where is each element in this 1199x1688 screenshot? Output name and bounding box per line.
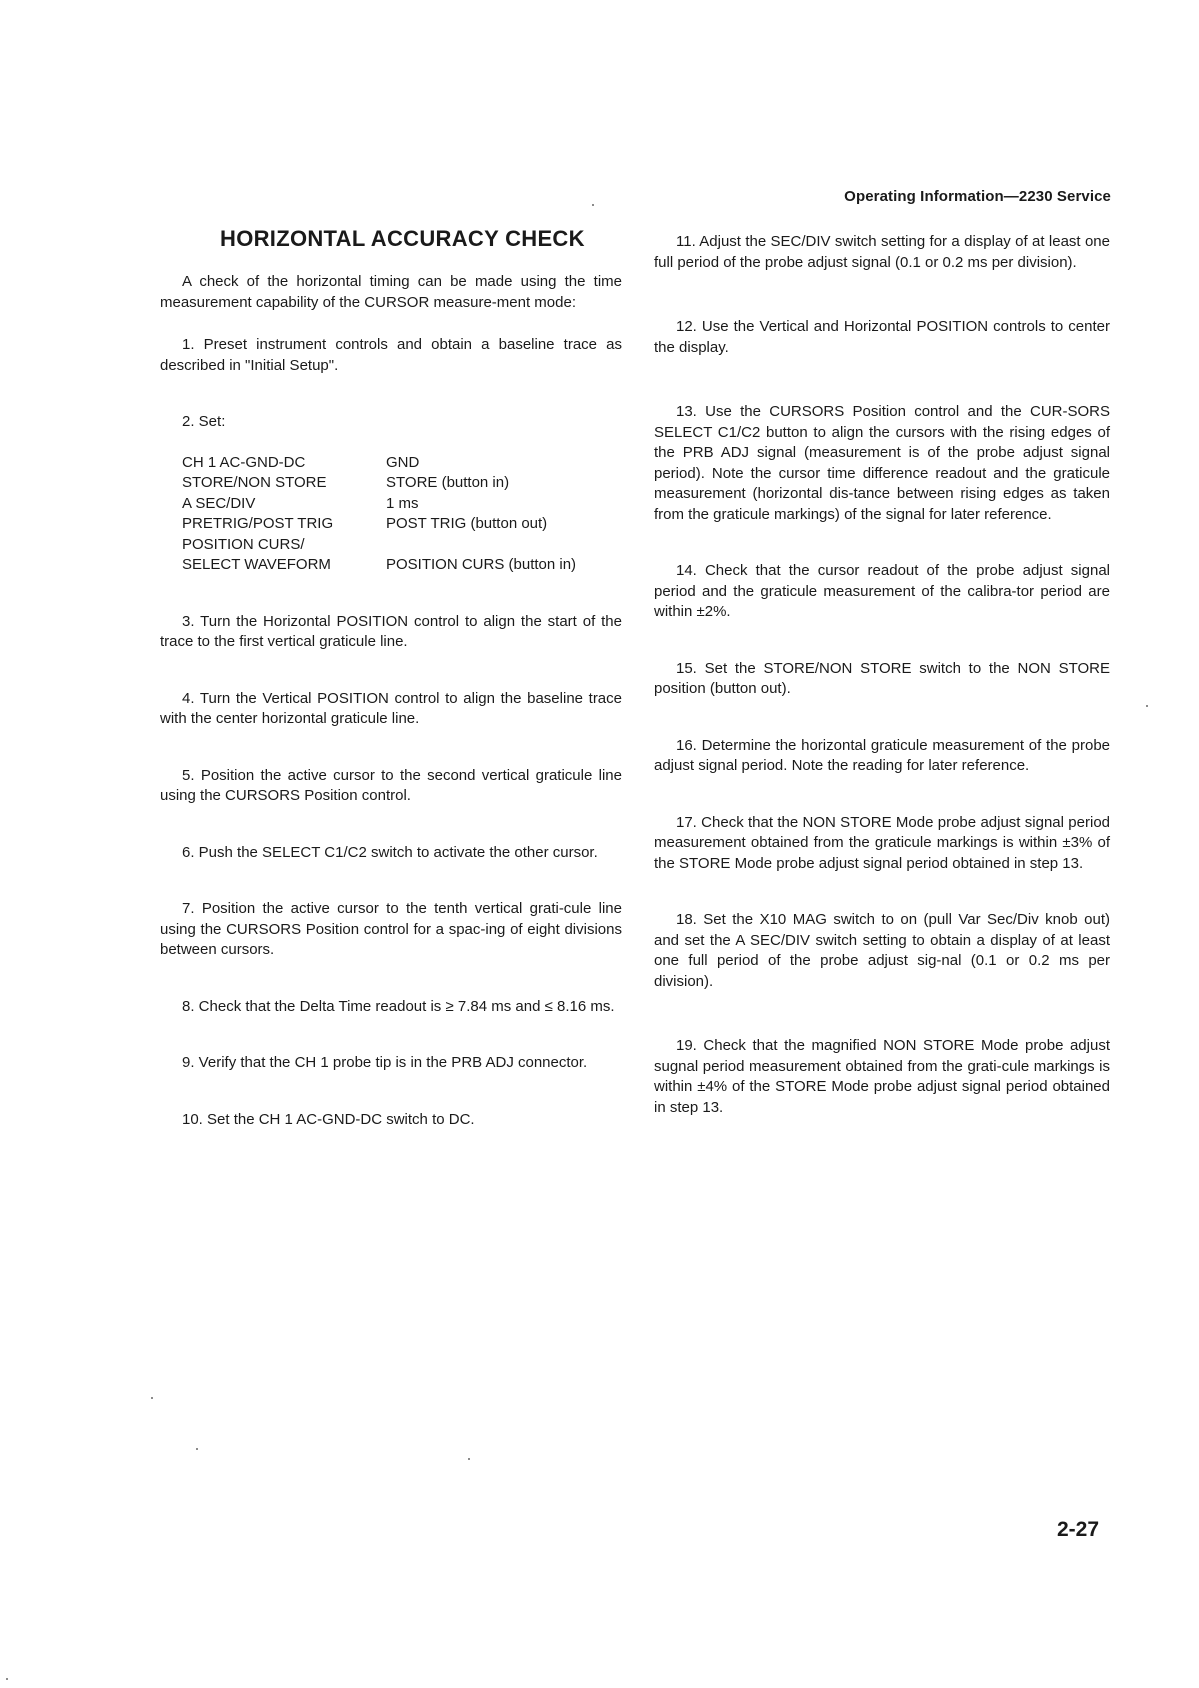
settings-value: [386, 535, 622, 556]
settings-control: PRETRIG/POST TRIG: [182, 515, 334, 532]
scan-speck: [151, 1397, 153, 1399]
settings-row: [182, 514, 622, 535]
right-column: [654, 232, 1110, 1154]
step-9: 9. Verify that the CH 1 probe tip is in the PRB ADJ connector.: [182, 1054, 588, 1071]
settings-row: [182, 473, 622, 494]
settings-table: [182, 453, 622, 576]
settings-row: [182, 555, 622, 576]
settings-control: POSITION CURS/: [182, 535, 305, 553]
section-title: HORIZONTAL ACCURACY CHECK: [220, 226, 585, 251]
scan-speck: [468, 1458, 470, 1460]
settings-control: CH 1 AC-GND-DC: [182, 453, 306, 471]
settings-value: POST TRIG (button out): [386, 515, 548, 532]
step-1: 1. Preset instrument controls and obtain a baseline trace as described in "Initial Setup".: [160, 336, 622, 374]
scan-speck: [196, 1448, 198, 1450]
settings-row: [182, 535, 622, 556]
settings-control: SELECT WAVEFORM: [182, 556, 331, 573]
left-column: [160, 226, 622, 1166]
step-12: 12. Use the Vertical and Horizontal POSITION controls to center the display.: [654, 318, 1110, 356]
step-17: 17. Check that the NON STORE Mode probe adjust signal period measurement obtained from the graticule markings is within ±3% of the STORE Mode probe adjust signal period obtained in step 13.: [654, 813, 1110, 872]
scan-speck: [592, 204, 594, 206]
intro-paragraph: A check of the horizontal timing can be made using the time measurement capability of the CURSOR measure-ment mode:: [160, 273, 622, 311]
running-header: Operating Information—2230 Service: [844, 188, 1111, 205]
settings-control: STORE/NON STORE: [182, 474, 327, 491]
step-13: 13. Use the CURSORS Position control and the CUR-SORS SELECT C1/C2 button to align the cursors with the rising edges of the PRB ADJ signal (measurement is of the probe adjust signal period). Note the cursor time difference readout and the graticule measurement (horizontal dis-tance between rising edges as taken from the graticule markings) of the signal for later reference.: [654, 403, 1110, 523]
step-6: 6. Push the SELECT C1/C2 switch to activate the other cursor.: [182, 843, 598, 861]
settings-value: GND: [386, 453, 420, 471]
step-14: 14. Check that the cursor readout of the probe adjust signal period and the graticule measurement of the calibra-tor period are within ±2%.: [654, 562, 1110, 620]
step-2: 2. Set:: [182, 413, 226, 430]
step-10: 10. Set the CH 1 AC-GND-DC switch to DC.: [182, 1110, 475, 1128]
step-3: 3. Turn the Horizontal POSITION control to align the start of the trace to the first vertical graticule line.: [160, 612, 622, 650]
settings-value: POSITION CURS (button in): [386, 556, 577, 573]
step-16: 16. Determine the horizontal graticule measurement of the probe adjust signal period. Note the reading for later reference.: [654, 736, 1110, 774]
settings-row: [182, 494, 622, 515]
scan-speck: [6, 1678, 8, 1680]
step-5: 5. Position the active cursor to the second vertical graticule line using the CURSORS Position control.: [160, 766, 622, 804]
step-8: 8. Check that the Delta Time readout is ≥ 7.84 ms and ≤ 8.16 ms.: [182, 997, 615, 1015]
step-4: 4. Turn the Vertical POSITION control to align the baseline trace with the center horizontal graticule line.: [160, 689, 622, 727]
scan-speck: [1146, 705, 1148, 707]
settings-control: A SEC/DIV: [182, 494, 256, 512]
step-15: 15. Set the STORE/NON STORE switch to the NON STORE position (button out).: [654, 659, 1110, 697]
page-number: 2-27: [1056, 1518, 1099, 1541]
settings-value: 1 ms: [386, 494, 419, 512]
step-19: 19. Check that the magnified NON STORE Mode probe adjust sugnal period measurement obtained from the grati-cule markings is within ±4% of the STORE Mode probe adjust signal period obtained in step 13.: [654, 1037, 1110, 1116]
settings-value: STORE (button in): [386, 474, 510, 491]
settings-row: [182, 453, 622, 474]
step-18: 18. Set the X10 MAG switch to on (pull Var Sec/Div knob out) and set the A SEC/DIV switch setting to obtain a display of at least one full period of the probe adjust sig-nal (0.1 or 0.2 ms per division).: [654, 911, 1110, 990]
step-7: 7. Position the active cursor to the tenth vertical grati-cule line using the CURSORS Position control for a spac-ing of eight divisions between cursors.: [160, 900, 622, 958]
step-11: 11. Adjust the SEC/DIV switch setting for a display of at least one full period of the probe adjust signal (0.1 or 0.2 ms per division).: [654, 233, 1110, 271]
